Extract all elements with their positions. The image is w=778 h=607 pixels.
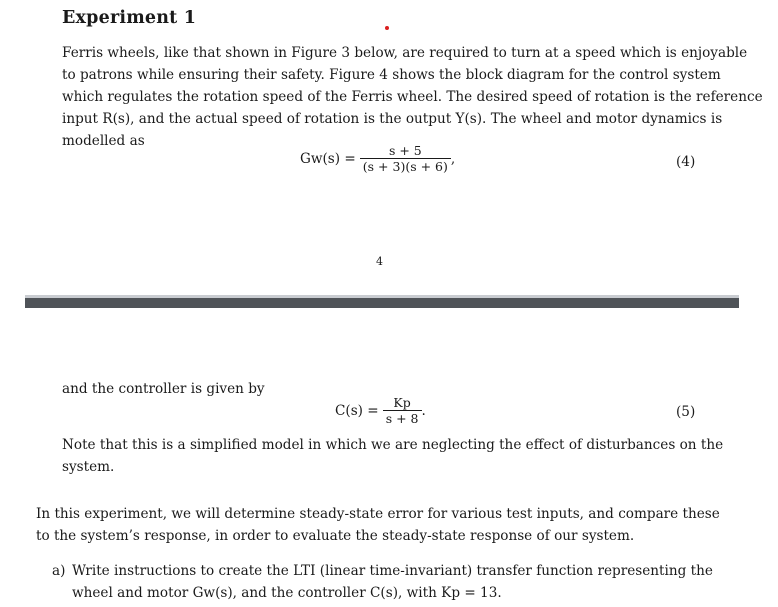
controller-intro: and the controller is given by bbox=[62, 381, 265, 397]
paragraph-line: Note that this is a simplified model in which we are neglecting the effect of disturbances on the bbox=[62, 437, 724, 453]
page-separator bbox=[25, 298, 739, 308]
list-item-text: wheel and motor Gw(s), and the controller C(s), with Kp = 13. bbox=[72, 585, 502, 601]
equation-4-numerator: s + 5 bbox=[388, 143, 422, 158]
red-dot-marker bbox=[385, 26, 389, 30]
list-item-a bbox=[52, 560, 713, 604]
equation-5-number: (5) bbox=[676, 404, 696, 420]
equation-5 bbox=[335, 395, 426, 427]
equation-5-fraction bbox=[383, 395, 422, 427]
equation-4-lhs: Gw(s) = bbox=[300, 151, 356, 167]
equation-4-fraction bbox=[360, 143, 451, 175]
equation-4-number: (4) bbox=[676, 154, 696, 170]
paragraph-line: input R(s), and the actual speed of rotation is the output Y(s). The wheel and motor dynamics is bbox=[62, 111, 723, 127]
list-item-text: Write instructions to create the LTI (linear time-invariant) transfer function representing the bbox=[72, 563, 713, 579]
experiment-goal-paragraph bbox=[36, 503, 720, 547]
paragraph-line: to patrons while ensuring their safety. Figure 4 shows the block diagram for the control system bbox=[62, 67, 721, 83]
intro-paragraph bbox=[62, 42, 763, 152]
paragraph-line: Ferris wheels, like that shown in Figure 3 below, are required to turn at a speed which is enjoyable bbox=[62, 45, 748, 61]
equation-4-trailing: , bbox=[450, 151, 456, 167]
page-number: 4 bbox=[376, 255, 383, 268]
equation-4 bbox=[300, 143, 455, 175]
experiment-heading: Experiment 1 bbox=[62, 8, 197, 28]
list-item-label: a) bbox=[52, 563, 66, 579]
equation-5-numerator: Kp bbox=[393, 395, 411, 410]
paragraph-line: In this experiment, we will determine steady-state error for various test inputs, and compare these bbox=[36, 506, 720, 522]
equation-5-trailing: . bbox=[421, 403, 426, 419]
equation-5-lhs: C(s) = bbox=[335, 403, 379, 419]
paragraph-line: system. bbox=[62, 459, 115, 475]
paragraph-line: which regulates the rotation speed of the Ferris wheel. The desired speed of rotation is the reference bbox=[62, 89, 763, 105]
equation-5-denominator: s + 8 bbox=[383, 410, 422, 427]
note-paragraph bbox=[62, 434, 724, 478]
equation-4-denominator: (s + 3)(s + 6) bbox=[360, 158, 451, 175]
paragraph-line: to the system’s response, in order to evaluate the steady-state response of our system. bbox=[36, 528, 635, 544]
paragraph-line: modelled as bbox=[62, 133, 145, 149]
